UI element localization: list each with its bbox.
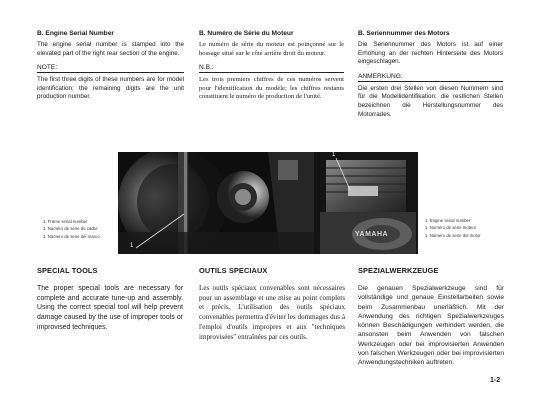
- note-body-de: Die ersten drei Stellen von diesen Nummern sind für die Modellidentifikation; die restlichen Stellen bezeichnen die Herstellungsnummer des Motorrades.: [358, 84, 503, 118]
- column-english: [37, 30, 184, 102]
- special-tools-heading-en: SPECIAL TOOLS: [37, 266, 98, 275]
- yamaha-logo: YAMAHA: [355, 231, 389, 238]
- engine-serial-body-en: The engine serial number is stamped into the elevated part of the right rear section of the engine.: [37, 41, 184, 57]
- note-divider-en: [37, 72, 184, 73]
- engine-serial-body-de: Die Seriennummer des Motors ist auf einer Erhöhung an der rechten Hinterseite des Motors eingeschlagen.: [358, 41, 503, 66]
- engine-photo-caption: [425, 217, 481, 239]
- special-tools-heading-fr: OUTILS SPECIAUX: [199, 266, 268, 275]
- note-label-en: NOTE:: [37, 64, 58, 72]
- frame-caption-en: 1. Frame serial number: [43, 219, 88, 224]
- note-divider-fr: [199, 72, 344, 73]
- frame-photo-art: [118, 152, 314, 254]
- frame-photo-caption: [43, 218, 100, 240]
- special-tools-body-en: The proper special tools are necessary for complete and accurate tune-up and assembly. Using the correct special tool will help prevent damage caused by the use of improper tools or improvised techniques.: [37, 285, 183, 331]
- note-label-de: ANMERKUNG:: [358, 72, 403, 80]
- engine-caption-es: 1. Número de serie del motor: [425, 232, 481, 238]
- engine-photo-art: [314, 152, 418, 254]
- engine-callout-number: 1: [332, 152, 336, 158]
- engine-caption-en: 1. Engine serial number: [425, 218, 471, 223]
- page-number: 1-2: [490, 377, 501, 384]
- special-tools-heading-de: SPEZIALWERKZEUGE: [358, 266, 439, 275]
- engine-caption-fr: 1. Numéro de série moteur: [425, 225, 477, 231]
- column-french: [199, 30, 344, 102]
- special-tools-body-fr: Les outils spéciaux convenables sont nécessaires pour un assemblage et une mise au point complets et précis. L'utilisation des outils spéciaux convenables permettra d'éviter les dommages dus à l'emploi d'outils impropres et aux "techniques improvisées" entraînées par ces outils.: [199, 284, 345, 341]
- frame-caption-es: 1. Nümero de serie del marco: [43, 233, 100, 239]
- note-divider-de: [358, 81, 503, 82]
- note-body-en: The first three digits of these numbers are for model identification; the remaining digits are the unit production number.: [37, 76, 184, 101]
- frame-caption-fr: 1. Numéro de série du cadre: [43, 226, 98, 232]
- engine-serial-heading-fr: B. Numéro de Série du Moteur: [199, 30, 294, 37]
- special-tools-body-de: Die genauen Spezialwerkzeuge sind für vollständige und genaue Einstellarbeiten sowie beim Zusammenbau unerläßlich. Mit der Anwendung des richtigen Spezialwerkzeuges können Beschädigungen verhindert werden, die ansonsten beim Anwenden von falschen Werkzeugen oder bei improvisierten Anwenden von falschen Werkzeugen oder bei improvisierten Anwendungstechniken auftreten.: [358, 285, 504, 367]
- column-german: [358, 30, 503, 119]
- engine-serial-body-fr: Le numéro de série du moteur est poinçonné sur le bossage situé sur le côté arrière droit du moteur.: [199, 41, 344, 57]
- note-body-fr: Les trois premiers chiffres de ces numéros servent pour l'identification du modèle; les chiffres restants constituent le numéro de production de l'unité.: [199, 76, 344, 101]
- engine-serial-photo: [314, 152, 418, 254]
- engine-serial-heading-en: B. Engine Serial Number: [37, 30, 114, 37]
- frame-serial-photo: [118, 152, 314, 254]
- frame-callout-number: 1: [130, 243, 134, 249]
- note-label-fr: N.B.:: [199, 64, 214, 72]
- engine-serial-heading-de: B. Seriennummer des Motors: [358, 30, 450, 37]
